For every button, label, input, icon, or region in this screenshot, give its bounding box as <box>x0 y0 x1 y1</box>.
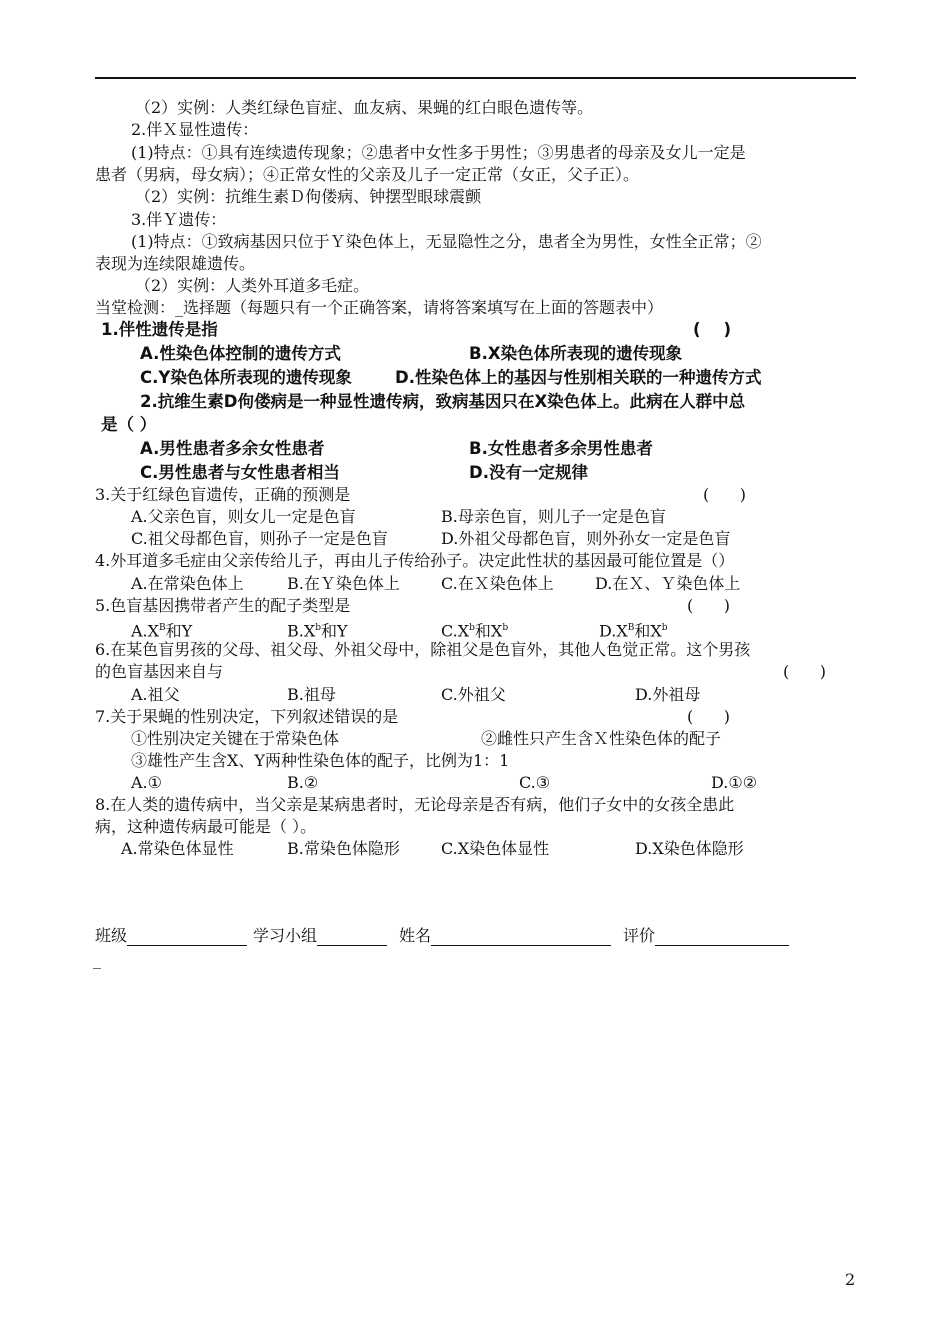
question-3-option-b: B.母亲色盲，则儿子一定是色盲 <box>441 507 666 526</box>
question-1-answer-paren: ( ) <box>693 320 732 339</box>
trailing-underscore: _ <box>93 950 101 969</box>
question-8-option-d: D.X染色体隐形 <box>635 839 744 858</box>
question-5-answer-paren: ( ) <box>687 596 730 615</box>
question-7-statement-1: ①性别决定关键在于常染色体 <box>131 729 340 748</box>
group-blank[interactable] <box>317 927 387 946</box>
note-line: 表现为连续限雄遗传。 <box>95 254 256 273</box>
question-6-option-d: D.外祖母 <box>635 685 701 704</box>
note-line: 患者（男病，母女病）；④正常女性的父亲及儿子一定正常（女正，父子正）。 <box>95 165 640 184</box>
question-2-stem: 2.抗维生素D佝偻病是一种显性遗传病，致病基因只在X染色体上。此病在人群中总 <box>140 392 746 411</box>
student-info-row <box>95 926 789 946</box>
question-6-stem: 6.在某色盲男孩的父母、祖父母、外祖父母中，除祖父是色盲外，其他人色觉正常。这个男孩 <box>95 640 751 659</box>
eval-label: 评价 <box>623 926 656 945</box>
question-2-option-b: B.女性患者多余男性患者 <box>469 439 653 458</box>
question-3-option-a: A.父亲色盲，则女儿一定是色盲 <box>131 507 356 526</box>
question-1-stem: 1.伴性遗传是指 <box>101 320 218 339</box>
question-8-stem: 8.在人类的遗传病中，当父亲是某病患者时，无论母亲是否有病，他们子女中的女孩全患此 <box>95 795 735 814</box>
question-8-option-c: C.X染色体显性 <box>441 839 550 858</box>
question-4-option-a: A.在常染色体上 <box>131 574 244 593</box>
question-5-option-b: $B.X^b$和Y <box>287 621 348 641</box>
question-6-stem-cont: 的色盲基因来自与 <box>95 662 224 681</box>
note-heading: 2.伴Ｘ显性遗传： <box>131 120 259 139</box>
question-5-option-a: $A.X^B$和Y <box>131 621 193 641</box>
question-7-stem: 7.关于果蝇的性别决定，下列叙述错误的是 <box>95 707 399 726</box>
class-blank[interactable] <box>127 927 247 946</box>
name-blank[interactable] <box>431 927 611 946</box>
question-2-option-a: A.男性患者多余女性患者 <box>140 439 325 458</box>
eval-blank[interactable] <box>655 927 789 946</box>
question-1-option-d: D.性染色体上的基因与性别相关联的一种遗传方式 <box>395 368 762 387</box>
question-2-option-d: D.没有一定规律 <box>469 463 588 482</box>
question-7-statement-2: ②雌性只产生含Ｘ性染色体的配子 <box>481 729 722 748</box>
question-5-stem: 5.色盲基因携带者产生的配子类型是 <box>95 596 351 615</box>
question-3-answer-paren: ( ) <box>703 485 746 504</box>
name-label: 姓名 <box>399 926 432 945</box>
group-label: 学习小组 <box>253 926 318 945</box>
question-6-option-a: A.祖父 <box>131 685 180 704</box>
question-7-option-d: D.①② <box>711 773 758 792</box>
question-5-option-d: $D.X^B$和$X^b$ <box>599 621 668 641</box>
question-6-answer-paren: ( ) <box>783 662 826 681</box>
question-3-stem: 3.关于红绿色盲遗传，正确的预测是 <box>95 485 351 504</box>
question-8-option-a: A.常染色体显性 <box>121 839 234 858</box>
question-4-option-c: C.在Ｘ染色体上 <box>441 574 554 593</box>
note-line: (1)特点：①致病基因只位于Ｙ染色体上，无显隐性之分，患者全为男性，女性全正常；② <box>131 232 762 251</box>
question-3-option-d: D.外祖父母都色盲，则外孙女一定是色盲 <box>441 529 731 548</box>
note-heading: 3.伴Ｙ遗传： <box>131 210 227 229</box>
note-line: （2）实例：人类外耳道多毛症。 <box>135 276 370 295</box>
question-1-option-b: B.X染色体所表现的遗传现象 <box>469 344 683 363</box>
question-4-option-d: D.在Ｘ、Ｙ染色体上 <box>595 574 741 593</box>
question-3-option-c: C.祖父母都色盲，则孙子一定是色盲 <box>131 529 388 548</box>
question-2-option-c: C.男性患者与女性患者相当 <box>140 463 340 482</box>
question-5-option-c: $C.X^b$和$X^b$ <box>441 621 509 641</box>
question-6-option-c: C.外祖父 <box>441 685 506 704</box>
question-6-option-b: B.祖母 <box>287 685 336 704</box>
header-rule <box>95 77 856 79</box>
question-7-option-c: C.③ <box>519 773 551 792</box>
question-7-option-b: B.② <box>287 773 319 792</box>
page-number: 2 <box>845 1270 856 1289</box>
question-8-stem-cont: 病，这种遗传病最可能是（ ）。 <box>95 817 317 836</box>
question-4-stem: 4.外耳道多毛症由父亲传给儿子，再由儿子传给孙子。决定此性状的基因最可能位置是（） <box>95 551 735 570</box>
question-7-answer-paren: ( ) <box>687 707 730 726</box>
question-7-option-a: A.① <box>131 773 162 792</box>
quiz-header: 当堂检测：_选择题（每题只有一个正确答案，请将答案填写在上面的答题表中） <box>95 298 664 317</box>
class-label: 班级 <box>95 926 128 945</box>
note-line: （2）实例：抗维生素Ｄ佝偻病、钟摆型眼球震颤 <box>135 187 482 206</box>
question-7-statement-3: ③雄性产生含X、Y两种性染色体的配子，比例为1：1 <box>131 751 510 770</box>
question-1-option-a: A.性染色体控制的遗传方式 <box>140 344 341 363</box>
note-line: （2）实例：人类红绿色盲症、血友病、果蝇的红白眼色遗传等。 <box>135 98 594 117</box>
question-2-stem-cont: 是（ ） <box>101 415 157 434</box>
question-8-option-b: B.常染色体隐形 <box>287 839 400 858</box>
note-line: (1)特点：①具有连续遗传现象；②患者中女性多于男性；③男患者的母亲及女儿一定是 <box>131 143 746 162</box>
question-4-option-b: B.在Ｙ染色体上 <box>287 574 400 593</box>
question-1-option-c: C.Y染色体所表现的遗传现象 <box>140 368 352 387</box>
